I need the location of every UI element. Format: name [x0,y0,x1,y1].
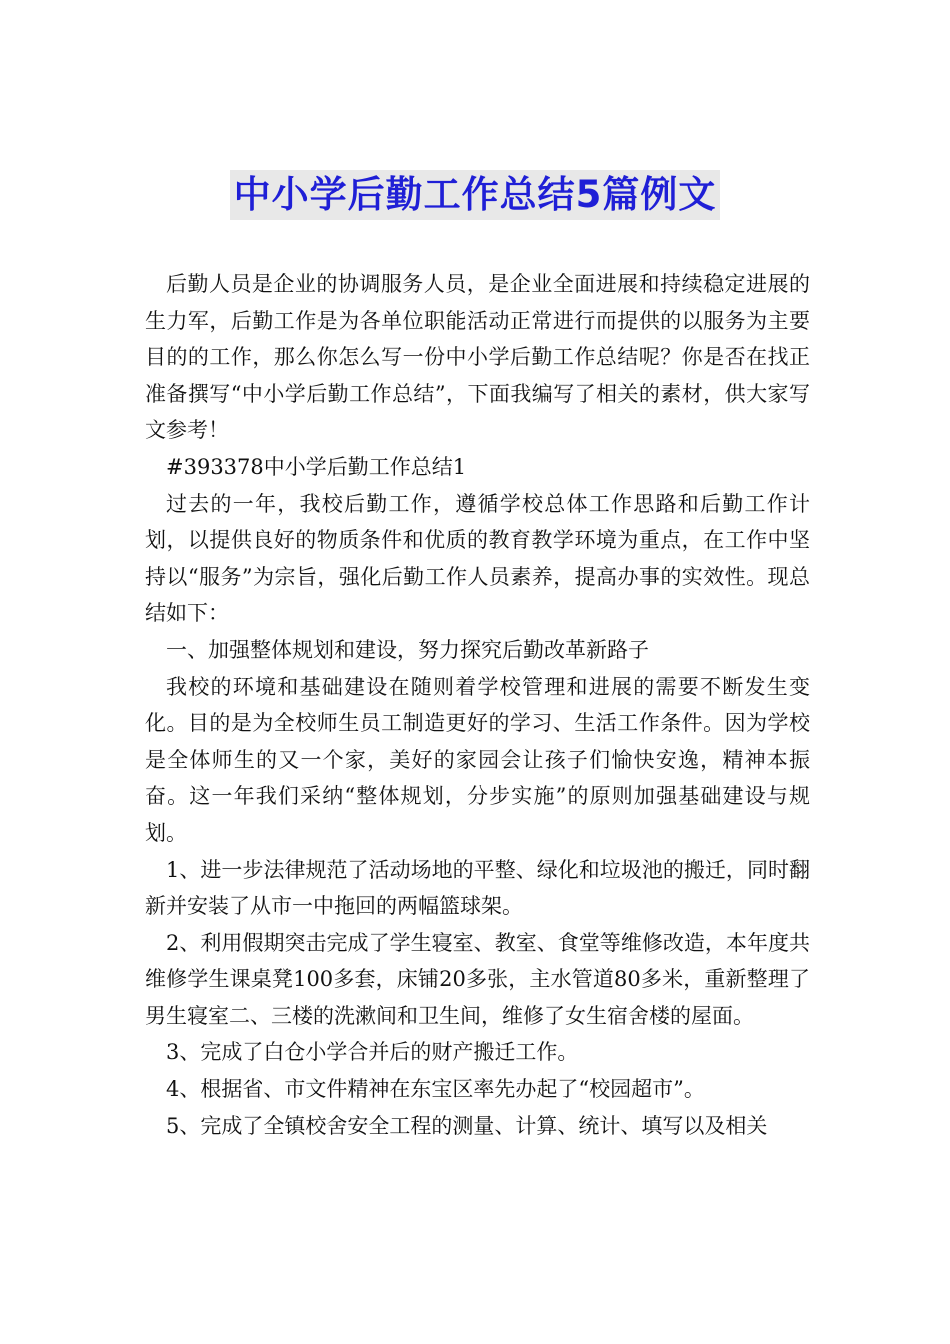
list-item-1: 1、进一步法律规范了活动场地的平整、绿化和垃圾池的搬迁，同时翻新并安装了从市一中拖回的两幅篮球架。 [145,857,810,919]
document-title-wrap [0,170,950,220]
section-heading-1: #393378中小学后勤工作总结1 [166,454,467,479]
list-item-5: 5、完成了全镇校舍安全工程的测量、计算、统计、填写以及相关 [166,1113,768,1138]
list-item-2: 2、利用假期突击完成了学生寝室、教室、食堂等维修改造，本年度共维修学生课桌凳100多套，床铺20多张，主水管道80多米，重新整理了男生寝室二、三楼的洗漱间和卫生间，维修了女生宿舍楼的屋面。 [145,930,810,1028]
list-item-4: 4、根据省、市文件精神在东宝区率先办起了“校园超市”。 [166,1077,705,1102]
paragraph-environment: 我校的环境和基础建设在随则着学校管理和进展的需要不断发生变化。目的是为全校师生员工制造更好的学习、生活工作条件。因为学校是全体师生的又一个家，美好的家园会让孩子们愉快安逸，精神本振奋。这一年我们采纳“整体规划，分步实施”的原则加强基础建设与规划。 [145,674,810,845]
paragraph-intro: 后勤人员是企业的协调服务人员，是企业全面进展和持续稳定进展的生力军，后勤工作是为各单位职能活动正常进行而提供的以服务为主要目的的工作，那么你怎么写一份中小学后勤工作总结呢？你是否在找正准备撰写“中小学后勤工作总结”，下面我编写了相关的素材，供大家写文参考！ [145,272,810,443]
list-item-3: 3、完成了白仓小学合并后的财产搬迁工作。 [166,1040,579,1065]
subheading-planning: 一、加强整体规划和建设，努力探究后勤改革新路子 [166,637,649,662]
paragraph-overview: 过去的一年，我校后勤工作，遵循学校总体工作思路和后勤工作计划，以提供良好的物质条件和优质的教育教学环境为重点，在工作中坚持以“服务”为宗旨，强化后勤工作人员素养，提高办事的实效性。现总结如下： [145,491,810,626]
document-body [145,266,810,1144]
document-title: 中小学后勤工作总结5篇例文 [230,170,721,220]
